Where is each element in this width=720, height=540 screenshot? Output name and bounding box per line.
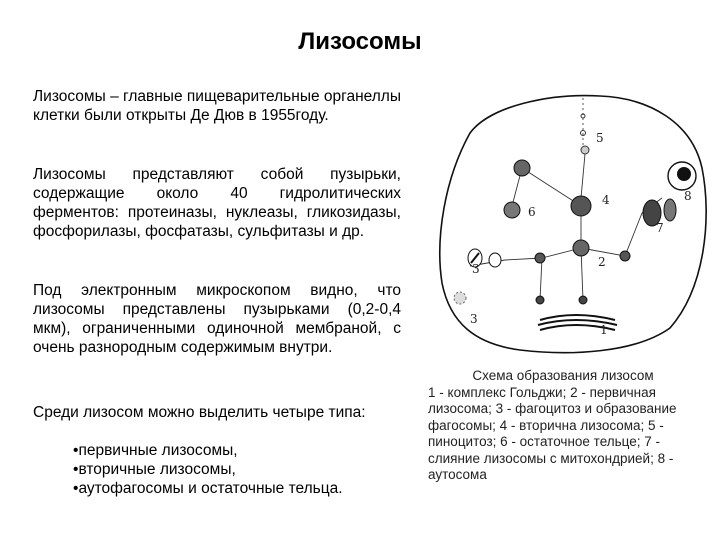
list-item: • вторичные лизосомы, xyxy=(33,460,401,479)
caption-body: 1 - комплекс Гольджи; 2 - первичная лизосома; 3 - фагоцитоз и образование фагосомы; 4 - вторична лизосома; 5 - пиноцитоз; 6 - остаточное тельце; 7 - слияние лизосомы с митохондрией; 8 - аутосома xyxy=(428,384,677,482)
label-4: 4 xyxy=(602,193,610,207)
phagosome xyxy=(489,253,501,267)
primary-lysosome xyxy=(535,253,545,263)
lysosome-formation-diagram xyxy=(430,88,720,358)
list-item: • первичные лизосомы, xyxy=(33,441,401,460)
secondary-lysosome xyxy=(573,240,589,256)
label-7: 7 xyxy=(656,221,664,235)
types-intro-paragraph: Среди лизосом можно выделить четыре типа: xyxy=(33,404,366,421)
enzymes-paragraph: Лизосомы представляют собой пузырьки, содержащие около 40 гидролитических ферментов: протеиназы, нуклеазы, гликозидазы, фосфорилазы, фосфатазы, сульфитазы и др. xyxy=(33,166,401,240)
label-5: 5 xyxy=(596,131,604,145)
label-2: 2 xyxy=(598,255,606,269)
label-8: 8 xyxy=(684,189,692,203)
caption-title: Схема образования лизосом xyxy=(472,368,654,383)
lysosome xyxy=(514,160,530,176)
diagram-caption xyxy=(428,368,698,484)
intro-paragraph: Лизосомы – главные пищеварительные органеллы клетки были открыты Де Дюв в 1955году. xyxy=(33,88,401,124)
secondary-lysosome xyxy=(571,196,591,216)
autosome-core xyxy=(677,167,691,181)
residual-body xyxy=(504,202,520,218)
primary-lysosome xyxy=(620,251,630,261)
primary-lysosome xyxy=(579,296,587,304)
slide-title: Лизосомы xyxy=(298,28,422,55)
primary-lysosome xyxy=(536,296,544,304)
mitochondrion-fusion xyxy=(664,199,676,221)
label-3: 3 xyxy=(472,262,480,276)
pinocytic-vesicle xyxy=(581,146,589,154)
label-1: 1 xyxy=(600,323,608,337)
list-item: • аутофагосомы и остаточные тельца. xyxy=(33,479,401,498)
label-6: 6 xyxy=(528,205,536,219)
lysosome-types-list xyxy=(33,441,401,498)
label-3b: 3 xyxy=(470,312,478,326)
microscope-paragraph: Под электронным микроскопом видно, что лизосомы представлены пузырьками (0,2-0,4 мкм), ограниченными одиночной мембраной, с очень разнородным содержимым внутри. xyxy=(33,282,401,356)
phagocytosed-particle xyxy=(454,292,466,304)
